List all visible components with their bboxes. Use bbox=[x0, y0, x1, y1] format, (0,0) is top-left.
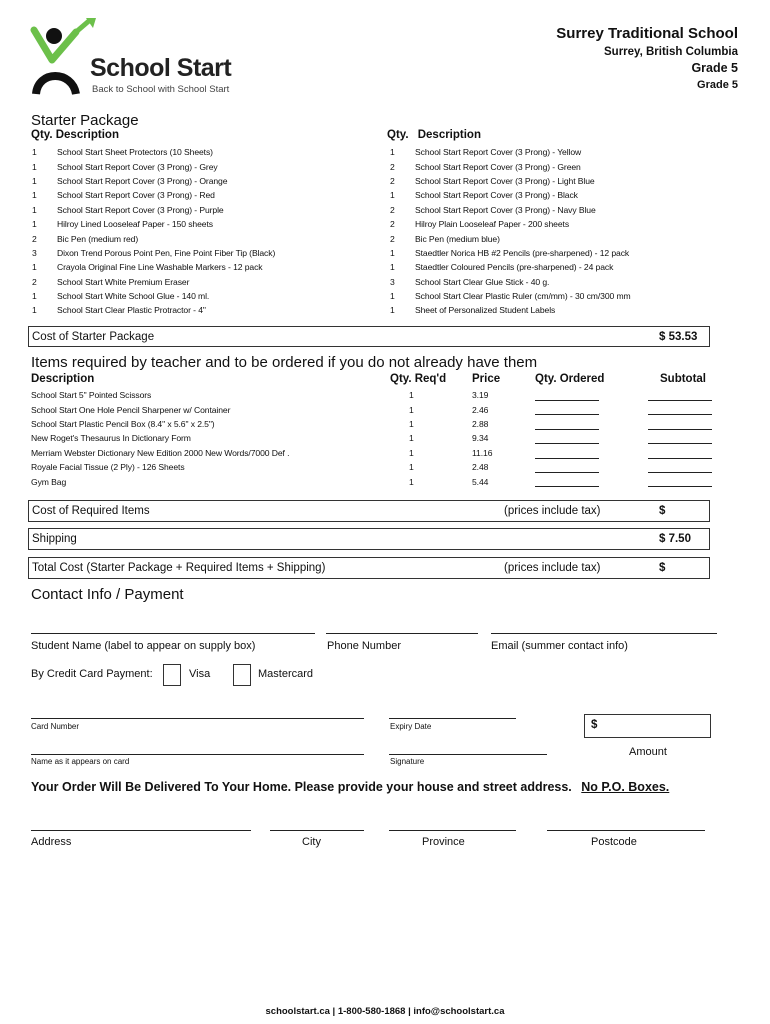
total-label: Total Cost (Starter Package + Required Items + Shipping) bbox=[32, 562, 326, 574]
total-tax-note: (prices include tax) bbox=[504, 562, 601, 574]
starter-left-list bbox=[32, 145, 372, 318]
phone-field[interactable] bbox=[326, 633, 478, 634]
list-item: 2 Bic Pen (medium blue) bbox=[390, 233, 500, 244]
required-list bbox=[31, 388, 721, 489]
list-item: 2 School Start White Premium Eraser bbox=[32, 276, 190, 287]
shipping-label: Shipping bbox=[32, 533, 77, 545]
total-box bbox=[28, 557, 710, 579]
required-col-qty: Qty. Req'd bbox=[390, 373, 447, 385]
card-number-label: Card Number bbox=[31, 722, 80, 731]
phone-label: Phone Number bbox=[327, 640, 401, 652]
required-col-subtotal: Subtotal bbox=[660, 373, 706, 385]
student-name-field[interactable] bbox=[31, 633, 315, 634]
expiry-label: Expiry Date bbox=[390, 722, 432, 731]
mastercard-label: Mastercard bbox=[258, 668, 314, 680]
list-item: 1 Hilroy Lined Looseleaf Paper - 150 sheets bbox=[32, 219, 213, 230]
list-item: 1 School Start Report Cover (3 Prong) - Black bbox=[390, 190, 578, 201]
list-item: 3 School Start Clear Glue Stick - 40 g. bbox=[390, 276, 550, 287]
list-item: 1 School Start Report Cover (3 Prong) - Orange bbox=[32, 175, 228, 186]
list-item: 1 Staedtler Coloured Pencils (pre-sharpened) - 24 pack bbox=[390, 262, 614, 273]
starter-title: Starter Package bbox=[31, 112, 139, 129]
starter-cost-value: $ 53.53 bbox=[659, 330, 698, 343]
grade-heading: Grade 5 bbox=[691, 61, 738, 75]
list-item: 2 School Start Report Cover (3 Prong) - Green bbox=[390, 161, 581, 172]
starter-cost-box bbox=[28, 326, 710, 347]
table-row: School Start One Hole Pencil Sharpener w/ Container 1 2.46 bbox=[31, 402, 721, 416]
delivery-text: Your Order Will Be Delivered To Your Home. Please provide your house and street address. bbox=[31, 780, 572, 794]
school-name: Surrey Traditional School bbox=[556, 25, 738, 42]
school-location: Surrey, British Columbia bbox=[604, 46, 738, 58]
list-item: 1 Staedtler Norica HB #2 Pencils (pre-sharpened) - 12 pack bbox=[390, 247, 630, 258]
shipping-value: $ 7.50 bbox=[659, 533, 691, 545]
city-field[interactable] bbox=[270, 830, 364, 831]
logo-tagline: Back to School with School Start bbox=[92, 84, 230, 95]
subtotal-field[interactable] bbox=[648, 472, 712, 473]
table-row: Merriam Webster Dictionary New Edition 2000 New Words/7000 Def . 1 11.16 bbox=[31, 446, 721, 460]
qty-ordered-field[interactable] bbox=[535, 486, 599, 487]
list-item: 1 School Start Sheet Protectors (10 Sheets) bbox=[32, 147, 213, 158]
required-title: Items required by teacher and to be ordered if you do not already have them bbox=[31, 354, 538, 371]
list-item: 1 School Start Clear Plastic Protractor - 4" bbox=[32, 305, 206, 316]
col-qty: Qty. bbox=[31, 129, 53, 141]
mastercard-checkbox[interactable] bbox=[233, 664, 251, 686]
list-item: 1 School Start Report Cover (3 Prong) - Purple bbox=[32, 204, 224, 215]
list-item: 1 School Start Report Cover (3 Prong) - Grey bbox=[32, 161, 218, 172]
list-item: 1 School Start Report Cover (3 Prong) - Red bbox=[32, 190, 215, 201]
subtotal-field[interactable] bbox=[648, 458, 712, 459]
qty-ordered-field[interactable] bbox=[535, 472, 599, 473]
list-item: 2 Bic Pen (medium red) bbox=[32, 233, 139, 244]
logo-wordmark-school: School Start bbox=[90, 54, 232, 82]
contact-title: Contact Info / Payment bbox=[31, 586, 184, 603]
required-col-price: Price bbox=[472, 373, 501, 385]
grade-subheading: Grade 5 bbox=[697, 79, 738, 91]
required-cost-label: Cost of Required Items bbox=[32, 505, 150, 517]
required-col-ordered: Qty. Ordered bbox=[535, 373, 605, 385]
subtotal-field[interactable] bbox=[648, 414, 712, 415]
starter-left-header bbox=[31, 129, 119, 141]
starter-right-header bbox=[387, 129, 481, 141]
qty-ordered-field[interactable] bbox=[535, 414, 599, 415]
table-row: School Start 5" Pointed Scissors 1 3.19 bbox=[31, 388, 721, 402]
list-item: 1 School Start White School Glue - 140 ml. bbox=[32, 291, 210, 302]
city-label: City bbox=[302, 836, 321, 848]
visa-label: Visa bbox=[189, 668, 211, 680]
name-on-card-field[interactable] bbox=[31, 754, 364, 755]
province-label: Province bbox=[422, 836, 465, 848]
email-label: Email (summer contact info) bbox=[491, 640, 628, 652]
subtotal-field[interactable] bbox=[648, 486, 712, 487]
list-item: 1 School Start Clear Plastic Ruler (cm/mm) - 30 cm/300 mm bbox=[390, 291, 631, 302]
name-on-card-label: Name as it appears on card bbox=[31, 757, 130, 766]
card-number-field[interactable] bbox=[31, 718, 364, 719]
col-desc: Description bbox=[417, 129, 481, 141]
no-po-boxes: No P.O. Boxes. bbox=[581, 780, 670, 794]
cc-label: By Credit Card Payment: bbox=[31, 668, 153, 680]
list-item: 2 School Start Report Cover (3 Prong) - Navy Blue bbox=[390, 204, 596, 215]
required-col-desc: Description bbox=[31, 373, 95, 385]
table-row: New Roget's Thesaurus In Dictionary Form 1 9.34 bbox=[31, 431, 721, 445]
list-item: 2 Hilroy Plain Looseleaf Paper - 200 sheets bbox=[390, 219, 570, 230]
school-start-logo bbox=[30, 18, 250, 98]
expiry-field[interactable] bbox=[389, 718, 516, 719]
col-qty: Qty. bbox=[387, 129, 409, 141]
address-label: Address bbox=[31, 836, 72, 848]
delivery-note bbox=[31, 780, 669, 794]
table-row: School Start Plastic Pencil Box (8.4" x 5.6" x 2.5") 1 2.88 bbox=[31, 417, 721, 431]
qty-ordered-field[interactable] bbox=[535, 443, 599, 444]
school-info bbox=[556, 24, 738, 91]
email-field[interactable] bbox=[491, 633, 717, 634]
amount-label: Amount bbox=[629, 746, 667, 758]
table-row: Royale Facial Tissue (2 Ply) - 126 Sheets 1 2.48 bbox=[31, 460, 721, 474]
qty-ordered-field[interactable] bbox=[535, 400, 599, 401]
subtotal-field[interactable] bbox=[648, 443, 712, 444]
address-field[interactable] bbox=[31, 830, 251, 831]
signature-label: Signature bbox=[390, 757, 425, 766]
student-name-label: Student Name (label to appear on supply box) bbox=[31, 640, 256, 652]
qty-ordered-field[interactable] bbox=[535, 458, 599, 459]
subtotal-field[interactable] bbox=[648, 429, 712, 430]
starter-right-list bbox=[390, 145, 720, 318]
list-item: 2 School Start Report Cover (3 Prong) - Light Blue bbox=[390, 175, 595, 186]
required-cost-value[interactable]: $ bbox=[659, 505, 666, 517]
subtotal-field[interactable] bbox=[648, 400, 712, 401]
qty-ordered-field[interactable] bbox=[535, 429, 599, 430]
amount-field[interactable] bbox=[584, 714, 711, 738]
province-field[interactable] bbox=[389, 830, 516, 831]
list-item: 1 Crayola Original Fine Line Washable Markers - 12 pack bbox=[32, 262, 263, 273]
list-item: 1 School Start Report Cover (3 Prong) - Yellow bbox=[390, 147, 582, 158]
tax-note: (prices include tax) bbox=[504, 505, 601, 517]
list-item: 1 Sheet of Personalized Student Labels bbox=[390, 305, 556, 316]
postcode-field[interactable] bbox=[547, 830, 705, 831]
footer-contact: schoolstart.ca | 1-800-580-1868 | info@schoolstart.ca bbox=[265, 1006, 505, 1017]
col-desc: Description bbox=[55, 129, 119, 141]
signature-field[interactable] bbox=[389, 754, 547, 755]
postcode-label: Postcode bbox=[591, 836, 637, 848]
visa-checkbox[interactable] bbox=[163, 664, 181, 686]
list-item: 3 Dixon Trend Porous Point Pen, Fine Point Fiber Tip (Black) bbox=[32, 247, 276, 258]
amount-dollar-sign: $ bbox=[591, 719, 598, 731]
required-cost-box bbox=[28, 500, 710, 522]
total-value[interactable]: $ bbox=[659, 562, 666, 574]
starter-cost-label: Cost of Starter Package bbox=[32, 330, 155, 343]
table-row: Gym Bag 1 5.44 bbox=[31, 474, 721, 488]
shipping-box bbox=[28, 528, 710, 550]
